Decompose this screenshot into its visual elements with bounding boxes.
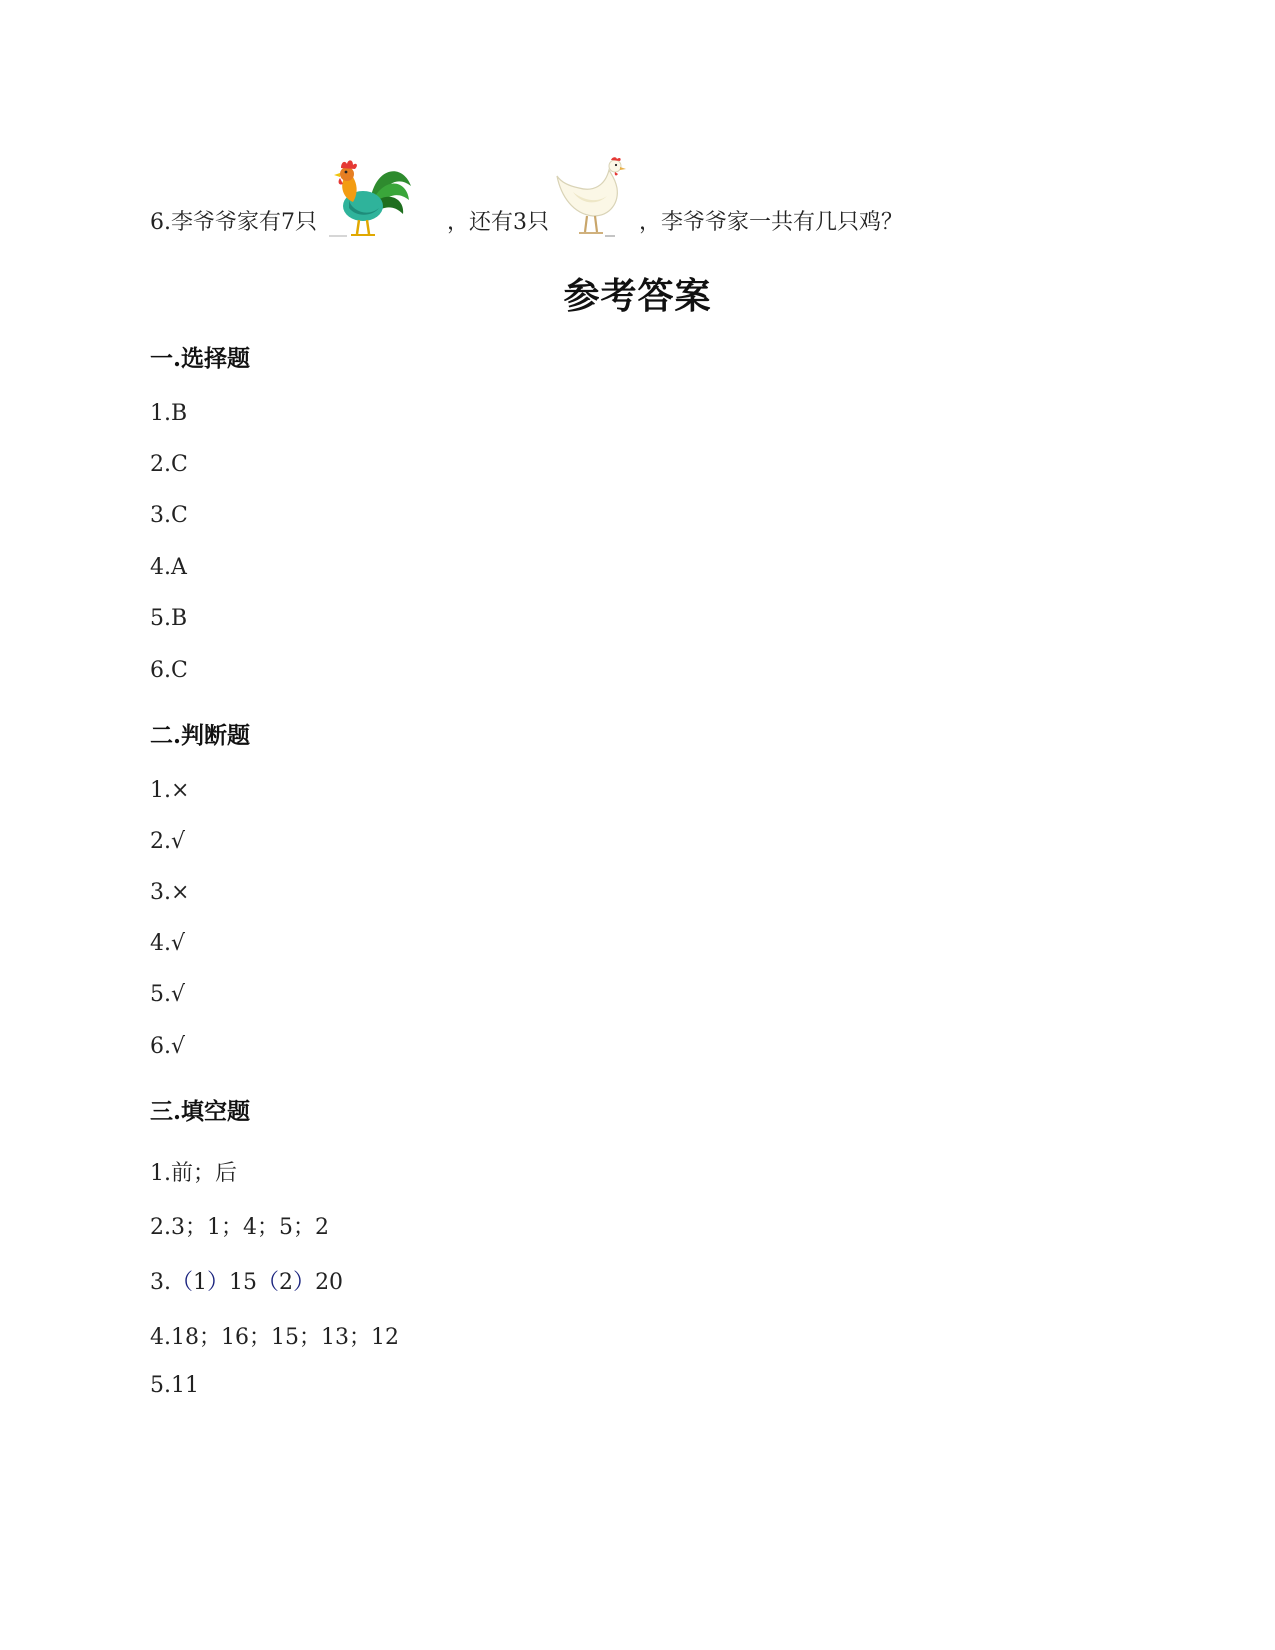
answer-item: 3.C: [150, 503, 188, 528]
question-text-part1: 6.李爷爷家有7只: [150, 210, 317, 235]
paren-open: （: [257, 1270, 280, 1295]
paren-close: ）: [293, 1270, 316, 1295]
answer-item: 3.×: [150, 880, 190, 905]
answer-item: 4.18；16；15；13；12: [150, 1325, 399, 1350]
rooster-icon: [323, 156, 413, 240]
answer-item: 2.√: [150, 829, 186, 854]
hen-icon: [553, 156, 633, 240]
sub-value: 20: [315, 1270, 344, 1295]
answer-item-fill-3: [150, 1265, 343, 1296]
answer-item: 5.11: [150, 1373, 199, 1398]
paren-open: （: [171, 1270, 194, 1295]
section-heading-judgement: 二.判断题: [150, 722, 251, 749]
answer-item: 6.C: [150, 658, 188, 683]
section-heading-fill-blank: 三.填空题: [150, 1098, 251, 1125]
section-heading-choice: 一.选择题: [150, 345, 251, 372]
question-6: [150, 150, 903, 240]
answer-item: 4.A: [150, 555, 187, 580]
answer-item: 6.√: [150, 1034, 186, 1059]
answer-item: 5.B: [150, 606, 188, 631]
answer-item: 1.B: [150, 401, 188, 426]
question-text-part2: ，还有3只: [447, 210, 549, 235]
paren-close: ）: [207, 1270, 230, 1295]
answer-number: 3.: [150, 1270, 171, 1295]
answer-item: 4.√: [150, 931, 186, 956]
answer-item: 2.C: [150, 452, 188, 477]
question-text-part3: ，李爷爷家一共有几只鸡？: [639, 210, 904, 235]
sub-number: 1: [193, 1270, 208, 1295]
answer-title: 参考答案: [563, 275, 712, 317]
answer-item: 5.√: [150, 982, 186, 1007]
answer-item: 1.前；后: [150, 1161, 237, 1186]
answer-item: 1.×: [150, 778, 190, 803]
sub-number: 2: [279, 1270, 294, 1295]
answer-item: 2.3；1；4；5；2: [150, 1215, 329, 1240]
sub-value: 15: [229, 1270, 258, 1295]
